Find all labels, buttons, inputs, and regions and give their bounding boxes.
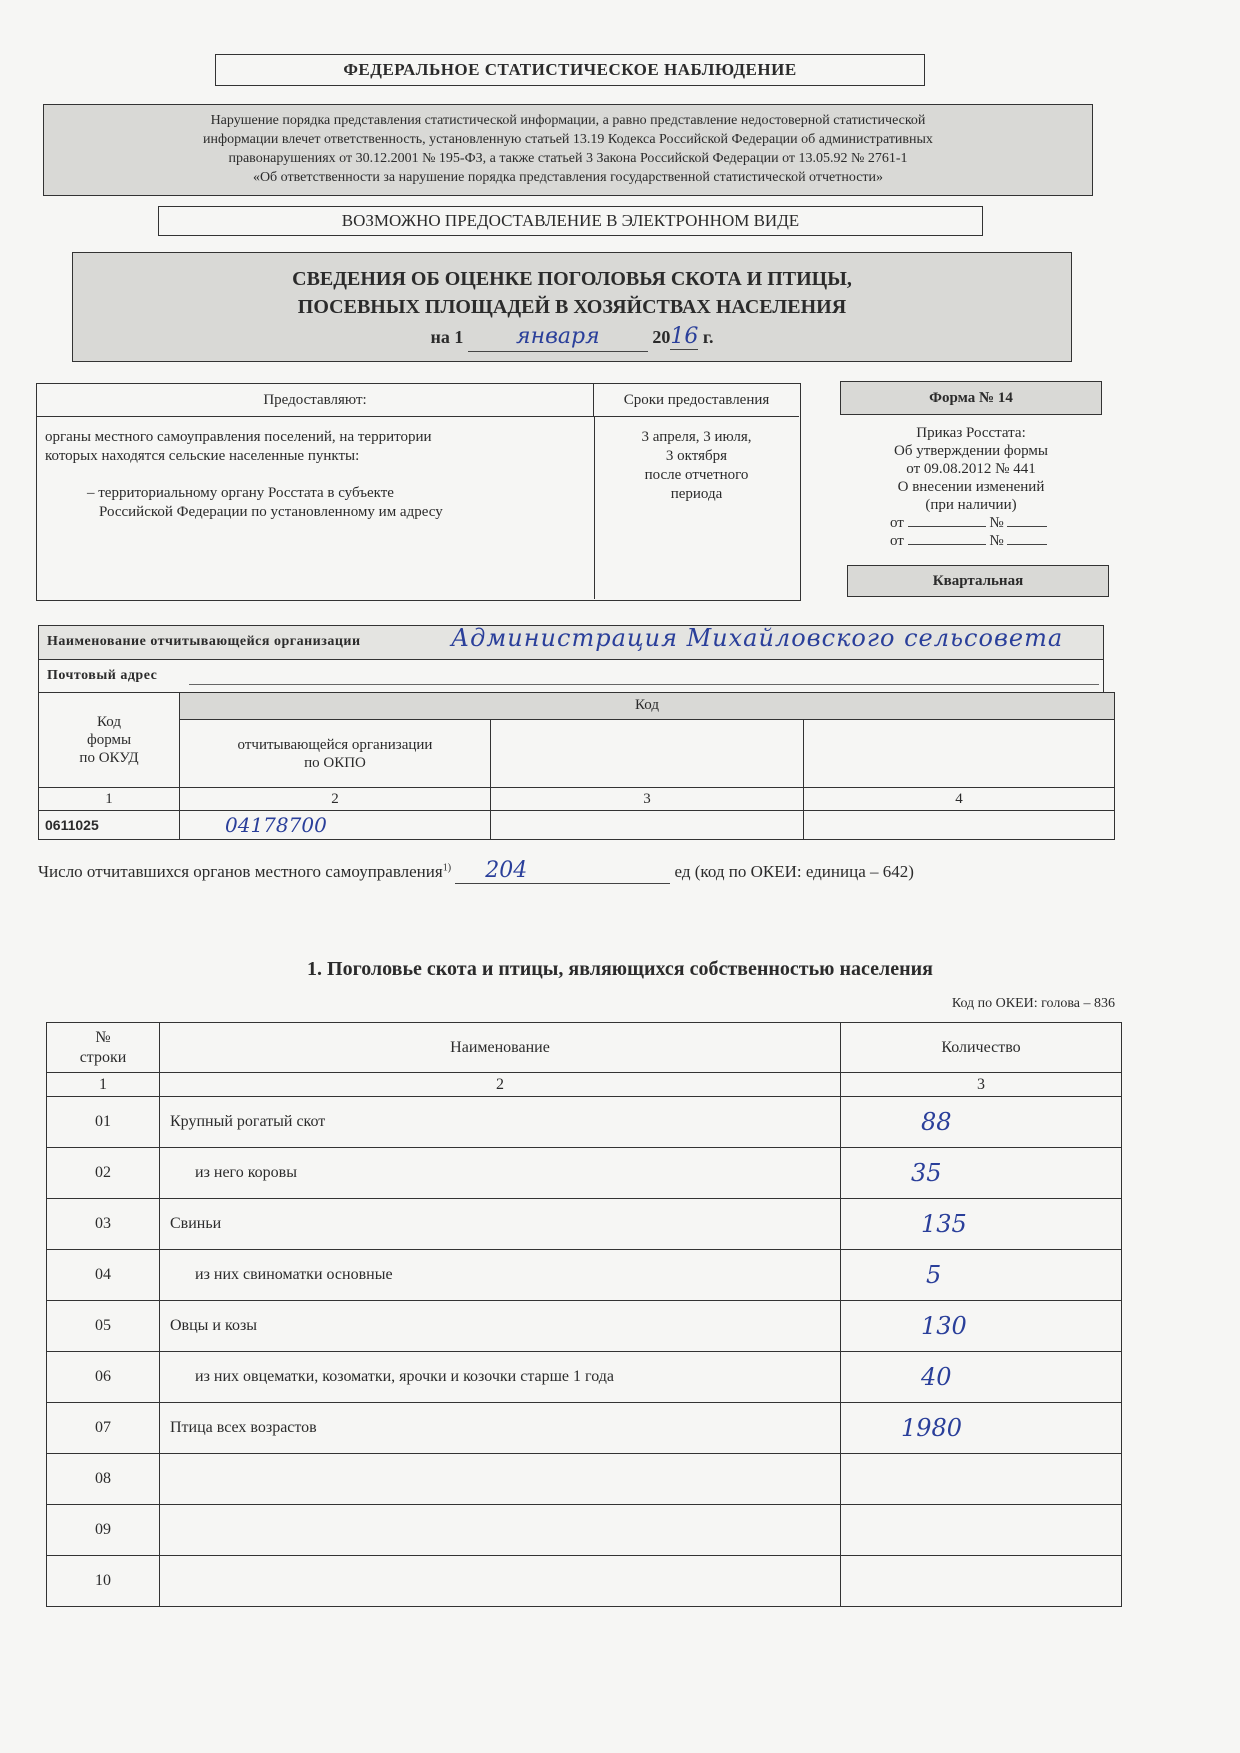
code-col-4-value[interactable] (804, 810, 1115, 839)
warning-line-1: Нарушение порядка представления статистической информации, а равно представление недостоверной статистической (210, 113, 926, 128)
code-num-3: 3 (491, 788, 804, 811)
table-row (47, 1454, 1122, 1505)
col-num-2: 2 (160, 1073, 841, 1097)
row-number: 03 (47, 1199, 160, 1250)
row-name: Птица всех возрастов (160, 1403, 841, 1454)
row-quantity[interactable]: 5 (841, 1250, 1122, 1301)
row-quantity[interactable]: 135 (841, 1199, 1122, 1250)
name-header: Наименование (160, 1023, 841, 1073)
count-line (38, 858, 1098, 890)
form-title-block (72, 252, 1072, 362)
date-year-prefix: 20 (652, 327, 671, 347)
deadlines-line-4: периода (670, 486, 723, 502)
row-number: 02 (47, 1148, 160, 1199)
table-row (47, 1505, 1122, 1556)
submission-table (36, 383, 801, 601)
row-name: Крупный рогатый скот (160, 1097, 841, 1148)
okud-label (39, 693, 180, 788)
from-label-1: от (890, 515, 904, 531)
table-row (47, 1199, 1122, 1250)
date-month: января (468, 323, 648, 352)
submitters-line-1: органы местного самоуправления поселений, на территории (45, 429, 432, 445)
row-number: 04 (47, 1250, 160, 1301)
row-name (160, 1556, 841, 1607)
row-name (160, 1505, 841, 1556)
row-quantity[interactable] (841, 1505, 1122, 1556)
row-quantity[interactable] (841, 1556, 1122, 1607)
row-name: из них свиноматки основные (160, 1250, 841, 1301)
date-prefix: на 1 (430, 327, 464, 347)
table-row (47, 1148, 1122, 1199)
row-name: из них овцематки, козоматки, ярочки и козочки старше 1 года (160, 1352, 841, 1403)
order-line-3: от 09.08.2012 № 441 (906, 461, 1036, 477)
submitters-header: Предоставляют: (37, 384, 594, 417)
form-number-box: Форма № 14 (840, 381, 1102, 415)
row-no-header-2: строки (79, 1048, 127, 1066)
periodicity-box: Квартальная (847, 565, 1109, 597)
no-label-1: № (989, 515, 1004, 531)
row-number: 07 (47, 1403, 160, 1454)
table-row (47, 1403, 1122, 1454)
code-col-3-value[interactable] (491, 810, 804, 839)
deadlines-header: Сроки предоставления (594, 384, 799, 417)
codes-table (38, 692, 1115, 840)
okud-value: 0611025 (39, 810, 180, 839)
count-label: Число отчитавшихся органов местного самоуправления (38, 862, 443, 881)
count-unit: ед (код по ОКЕИ: единица – 642) (674, 862, 914, 881)
row-quantity[interactable]: 88 (841, 1097, 1122, 1148)
okei-code: Код по ОКЕИ: голова – 836 (951, 996, 1115, 1011)
date-suffix: г. (702, 327, 714, 347)
row-name (160, 1454, 841, 1505)
okud-label-3: по ОКУД (79, 750, 139, 767)
livestock-table (46, 1022, 1122, 1607)
table-row (47, 1250, 1122, 1301)
submitters-line-4: Российской Федерации по установленному им адресу (99, 504, 443, 520)
row-number: 06 (47, 1352, 160, 1403)
submitters-line-2: которых находятся сельские населенные пункты: (45, 448, 360, 464)
row-quantity[interactable]: 1980 (841, 1403, 1122, 1454)
order-line-1: Приказ Росстата: (916, 425, 1026, 441)
from-label-2: от (890, 533, 904, 549)
liability-warning (43, 104, 1093, 196)
order-line-5: (при наличии) (925, 497, 1017, 513)
postal-address-label: Почтовый адрес (47, 668, 158, 683)
submitters-text (45, 428, 590, 522)
no-label-2: № (989, 533, 1004, 549)
row-no-header-1: № (95, 1028, 111, 1046)
code-num-2: 2 (180, 788, 491, 811)
row-quantity[interactable]: 130 (841, 1301, 1122, 1352)
row-no-header (47, 1023, 160, 1073)
deadlines-text (594, 428, 799, 504)
okud-label-1: Код (97, 714, 121, 731)
okpo-label-1: отчитывающейся организации (237, 736, 433, 753)
order-details (840, 424, 1102, 550)
table-row (47, 1352, 1122, 1403)
row-quantity[interactable]: 35 (841, 1148, 1122, 1199)
org-name-value[interactable]: Администрация Михайловского сельсовета (451, 624, 1064, 652)
org-name-label: Наименование отчитывающейся организации (47, 634, 361, 649)
title-line-2: ПОСЕВНЫХ ПЛОЩАДЕЙ В ХОЗЯЙСТВАХ НАСЕЛЕНИЯ (297, 296, 847, 318)
okud-label-2: формы (86, 732, 132, 749)
table-row (47, 1097, 1122, 1148)
col-num-1: 1 (47, 1073, 160, 1097)
code-header: Код (180, 693, 1115, 720)
row-number: 08 (47, 1454, 160, 1505)
section-1-title: 1. Поголовье скота и птицы, являющихся собственностью населения (307, 958, 933, 980)
okpo-value[interactable]: 04178700 (180, 810, 491, 839)
order-line-4: О внесении изменений (897, 479, 1045, 495)
org-name-row (38, 625, 1104, 659)
deadlines-line-2: 3 октября (665, 448, 728, 464)
report-date (73, 323, 1071, 352)
code-num-4: 4 (804, 788, 1115, 811)
row-number: 05 (47, 1301, 160, 1352)
code-col-3-header (491, 719, 804, 787)
deadlines-line-1: 3 апреля, 3 июля, (641, 429, 752, 445)
address-underline (189, 684, 1099, 685)
warning-line-2: информации влечет ответственность, установленную статьей 13.19 Кодекса Российской Федерации об административных (203, 132, 933, 147)
code-num-1: 1 (39, 788, 180, 811)
submitters-line-3: – территориальному органу Росстата в субъекте (87, 485, 394, 501)
table-row (47, 1556, 1122, 1607)
row-quantity[interactable]: 40 (841, 1352, 1122, 1403)
electronic-submission-note: ВОЗМОЖНО ПРЕДОСТАВЛЕНИЕ В ЭЛЕКТРОННОМ ВИДЕ (158, 206, 983, 236)
deadlines-line-3: после отчетного (644, 467, 749, 483)
row-number: 10 (47, 1556, 160, 1607)
postal-address-row (38, 659, 1104, 692)
date-year: 16 (670, 324, 699, 349)
okpo-label-2: по ОКПО (304, 754, 366, 771)
row-number: 01 (47, 1097, 160, 1148)
code-col-4-header (804, 719, 1115, 787)
row-name: из него коровы (160, 1148, 841, 1199)
table-row (47, 1301, 1122, 1352)
row-name: Овцы и козы (160, 1301, 841, 1352)
okpo-label (180, 719, 491, 787)
title-line-1: СВЕДЕНИЯ ОБ ОЦЕНКЕ ПОГОЛОВЬЯ СКОТА И ПТИЦЫ, (292, 268, 852, 290)
qty-header: Количество (841, 1023, 1122, 1073)
warning-line-3: правонарушениях от 30.12.2001 № 195-ФЗ, а также статьей 3 Закона Российской Федерации от 13.05.92 № 2761-1 (228, 151, 908, 166)
row-name: Свиньи (160, 1199, 841, 1250)
order-from-1 (840, 514, 1102, 532)
order-line-2: Об утверждении формы (894, 443, 1048, 459)
warning-line-4: «Об ответственности за нарушение порядка представления государственной статистической отчетности» (252, 170, 884, 185)
federal-header: ФЕДЕРАЛЬНОЕ СТАТИСТИЧЕСКОЕ НАБЛЮДЕНИЕ (215, 54, 925, 86)
order-from-2 (840, 532, 1102, 550)
col-num-3: 3 (841, 1073, 1122, 1097)
count-footnote: 1) (442, 862, 452, 874)
row-quantity[interactable] (841, 1454, 1122, 1505)
count-value[interactable]: 204 (455, 858, 670, 884)
row-number: 09 (47, 1505, 160, 1556)
